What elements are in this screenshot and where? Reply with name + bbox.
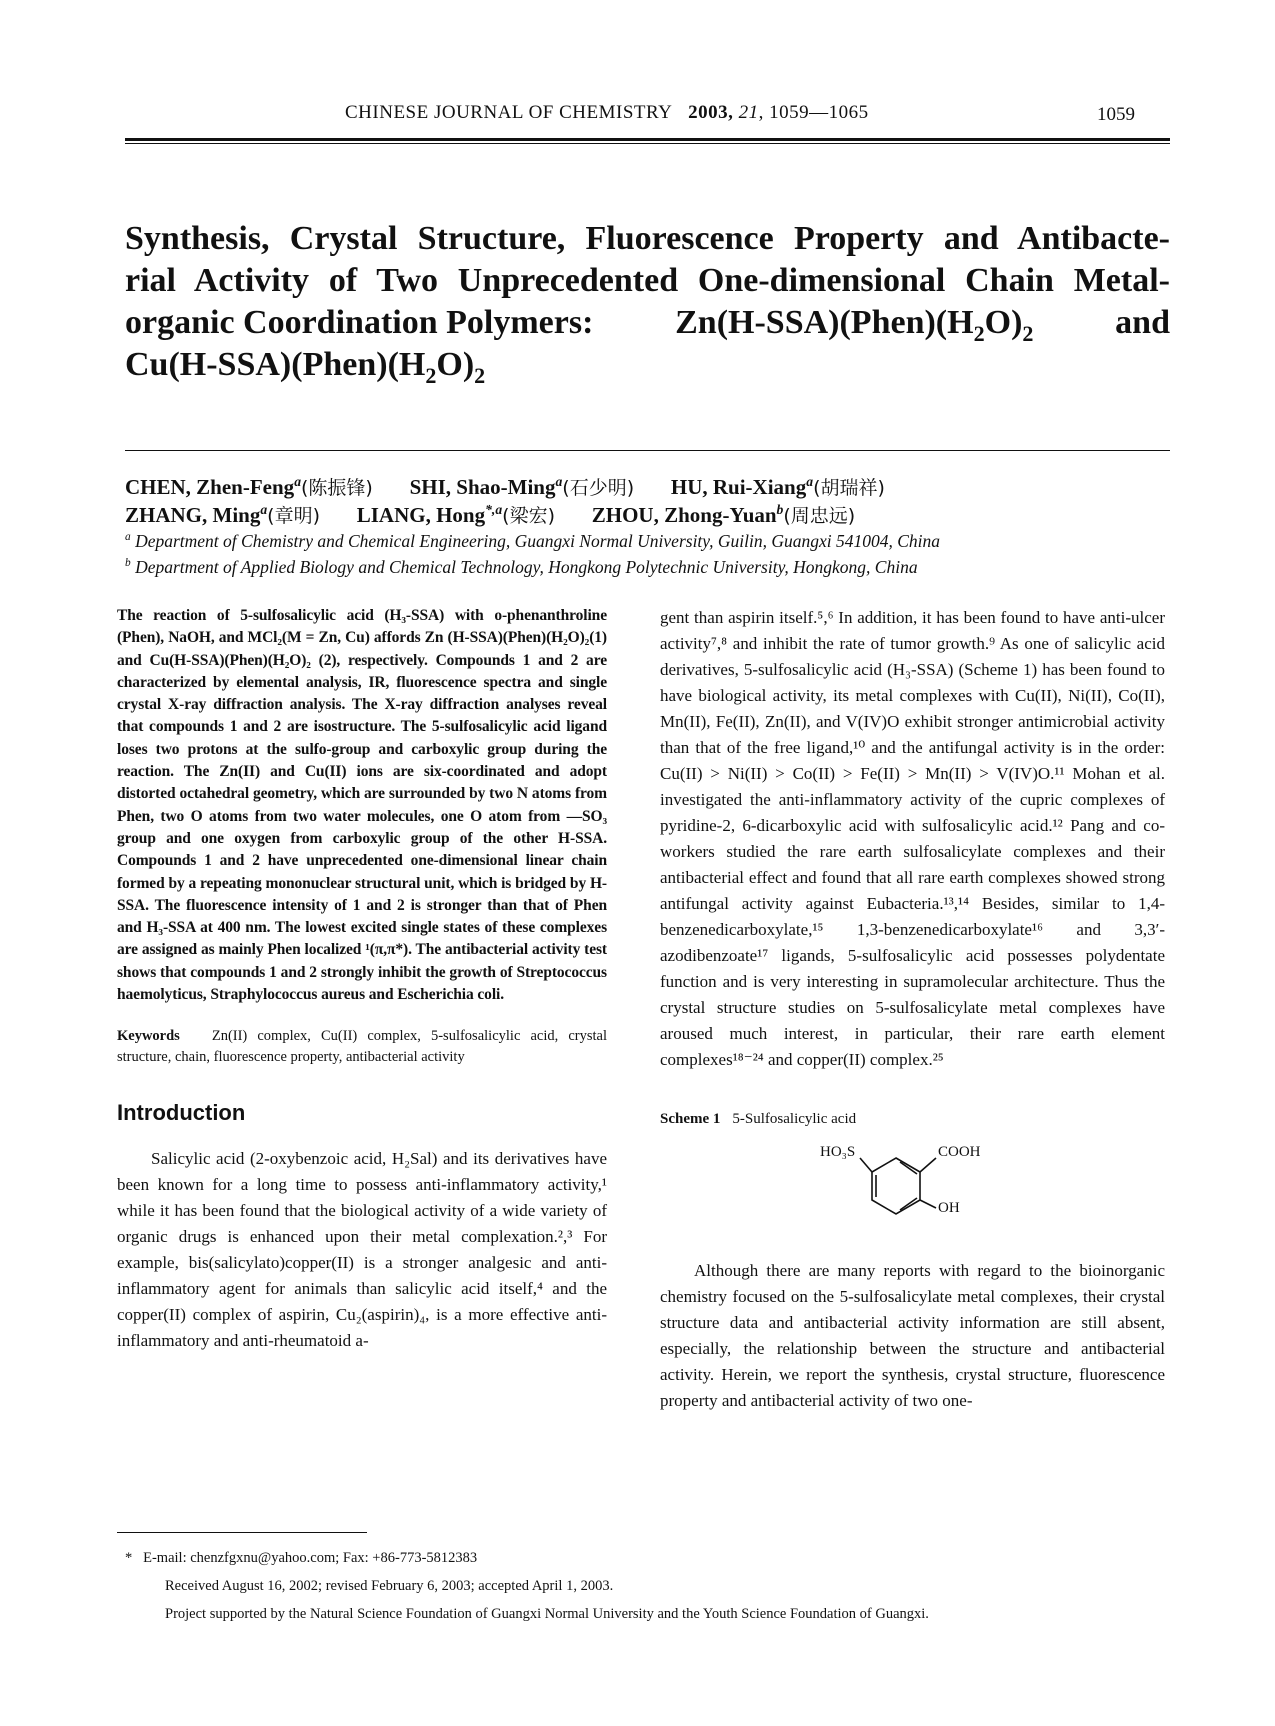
author-line-1 — [125, 474, 1170, 502]
author-hu: HU, Rui-Xiang$^a$(胡瑞祥) — [670, 474, 885, 499]
running-header — [125, 102, 1135, 132]
title-line-3a: organic Coordination Polymers: — [125, 304, 594, 341]
title-line-3 — [125, 302, 1170, 344]
title-rule — [125, 450, 1170, 451]
journal-name: CHINESE JOURNAL OF CHEMISTRY — [345, 102, 673, 123]
title-line-3d: and — [1115, 304, 1170, 341]
author-line-2 — [125, 502, 1170, 530]
paper-title — [125, 218, 1170, 386]
header-rule-thick — [125, 138, 1170, 141]
title-line-1: Synthesis, Crystal Structure, Fluorescence Property and Antibacte- — [125, 220, 1170, 257]
header-rule-thin — [125, 143, 1170, 144]
footnote-received: Received August 16, 2002; revised February 6, 2003; accepted April 1, 2003. — [165, 1578, 614, 1594]
journal-volume: 21 — [738, 102, 759, 123]
footnote-support: Project supported by the Natural Science Foundation of Guangxi Normal University and the Youth Science Foundation of Guangxi. — [165, 1606, 929, 1622]
scheme-so3h-label: HO₃S — [820, 1144, 856, 1160]
keywords — [117, 1026, 607, 1068]
section-heading-introduction: Introduction — [117, 1100, 246, 1126]
keywords-text: Zn(II) complex, Cu(II) complex, 5-sulfosalicylic acid, crystal structure, chain, fluorescence property, antibacterial activity — [117, 1028, 607, 1066]
scheme-label: Scheme 1 — [660, 1111, 721, 1127]
author-liang: LIANG, Hong$^{*,a}$(梁宏) — [356, 502, 555, 527]
left-column — [117, 605, 607, 1354]
footnote-email: * E-mail: chenzfgxnu@yahoo.com; Fax: +86-773-5812383 — [125, 1550, 478, 1566]
journal-pages: , 1059—1065 — [758, 102, 869, 123]
journal-line — [345, 102, 869, 124]
scheme-cooh-label: COOH — [938, 1144, 981, 1160]
intro-paragraph-1: Salicylic acid (2-oxybenzoic acid, H₂Sal) and its derivatives have been known for a long time to possess anti-inflammatory activity,¹ while it has been found that the biological activity of a wide variety of organic drugs is enhanced upon their metal complexation.²,³ For example, bis(salicylato)copper(II) is a stronger analgesic and anti-inflammatory agent for animals than salicylic acid itself,⁴ and the copper(II) complex of aspirin, Cu₂(aspirin)₄, is a more effective anti-inflammatory and anti-rheumatoid a- — [117, 1149, 607, 1351]
affiliation-b: $^b$ Department of Applied Biology and Chemical Technology, Hongkong Polytechnic University, Hongkong, China — [125, 557, 918, 577]
scheme-structure — [660, 1138, 1165, 1228]
abstract-text: The reaction of 5-sulfosalicylic acid (H₃-SSA) with o-phenanthroline (Phen), NaOH, and MCl₂(M = Zn, Cu) affords Zn (H-SSA)(Phen)(H₂O)₂(1) and Cu(H-SSA)(Phen)(H₂O)₂ (2), respectively. Compounds 1 and 2 are characterized by elemental analysis, IR, fluorescence spectra and single crystal X-ray diffraction analysis. The X-ray diffraction analyses reveal that compounds 1 and 2 are isostructure. The 5-sulfosalicylic acid ligand loses two protons at the sulfo-group and carboxylic group during the reaction. The Zn(II) and Cu(II) ions are six-coordinated and adopt distorted octahedral geometry, which are surrounded by two N atoms from Phen, two O atoms from two water molecules, one O atom from —SO₃ group and one oxygen from carboxylic group of the other H-SSA. Compounds 1 and 2 have unprecedented one-dimensional linear chain formed by a repeating mononuclear structural unit, which is bridged by H-SSA. The fluorescence intensity of 1 and 2 is stronger than that of Phen and H₃-SSA at 400 nm. The lowest excited single states of these complexes are assigned as mainly Phen localized ¹(π,π*). The antibacterial activity test shows that compounds 1 and 2 strongly inhibit the growth of Streptococcus haemolyticus, Straphylococcus aureus and Escherichia coli. — [117, 607, 607, 1004]
page-number: 1059 — [1097, 104, 1135, 125]
footnote-email-mark: * — [125, 1550, 133, 1566]
scheme-caption — [660, 1111, 1165, 1128]
author-chen: CHEN, Zhen-Feng$^a$(陈振锋) — [125, 474, 373, 499]
author-zhou: ZHOU, Zhong-Yuan$^b$(周忠远) — [591, 502, 856, 527]
affiliations — [125, 528, 1170, 580]
title-line-2: rial Activity of Two Unprecedented One-dimensional Chain Metal- — [125, 262, 1170, 299]
title-line-4: $Cu(H-SSA)(Phen)(H_2O)_2$ — [125, 346, 486, 388]
benzene-ring-drawing — [660, 1138, 1165, 1228]
scheme-oh-label: OH — [938, 1200, 960, 1216]
journal-year: 2003, — [688, 102, 734, 123]
scheme-caption-text: 5-Sulfosalicylic acid — [732, 1111, 857, 1127]
affiliation-a: $^a$ Department of Chemistry and Chemical Engineering, Guangxi Normal University, Guilin, Guangxi 541004, China — [125, 531, 940, 551]
keywords-label: Keywords — [117, 1028, 180, 1045]
intro-paragraph-2: Although there are many reports with regard to the bioinorganic chemistry focused on the 5-sulfosalicylate metal complexes, their crystal structure data and antibacterial activity information are still absent, especially, the relationship between the structure and antibacterial activity. Herein, we report the synthesis, crystal structure, fluorescence property and antibacterial activity of two one- — [660, 1261, 1165, 1410]
author-list — [125, 474, 1170, 530]
right-column — [660, 605, 1165, 1414]
footnote-rule — [117, 1532, 367, 1533]
title-line-3-formula: $Zn(H-SSA)(Phen)(H_2O)_2$ — [675, 304, 1034, 346]
intro-paragraph-1-continued: gent than aspirin itself.⁵,⁶ In addition, it has been found to have anti-ulcer activity⁷,⁸ and inhibit the rate of tumor growth.⁹ As one of salicylic acid derivatives, 5-sulfosalicylic acid (H₃-SSA) (Scheme 1) has been found to have biological activity, its metal complexes with Cu(II), Ni(II), Co(II), Mn(II), Fe(II), Zn(II), and V(IV)O exhibit stronger antimicrobial activity than that of the free ligand,¹⁰ and the antifungal activity is in the order: Cu(II) > Ni(II) > Co(II) > Fe(II) > Mn(II) > V(IV)O.¹¹ Mohan et al. investigated the anti-inflammatory activity of the cupric complexes of pyridine-2, 6-dicarboxylic acid with sulfosalicylic acid.¹² Pang and co-workers studied the rare earth sulfosalicylate complexes and their antibacterial effect and found that all rare earth complexes showed strong antifungal activity against Eubacteria.¹³,¹⁴ Besides, similar to 1,4-benzenedicarboxylate,¹⁵ 1,3-benzenedicarboxylate¹⁶ and 3,3′-azodibenzoate¹⁷ ligands, 5-sulfosalicylic acid possesses polydentate function and is very interesting in supramolecular architecture. Thus the crystal structure studies on 5-sulfosalicylate metal complexes have aroused much interest, in particular, their rare earth element complexes¹⁸⁻²⁴ and copper(II) complex.²⁵ — [660, 608, 1165, 1069]
author-zhang: ZHANG, Ming$^a$(章明) — [125, 502, 320, 527]
author-shi: SHI, Shao-Ming$^a$(石少明) — [409, 474, 635, 499]
